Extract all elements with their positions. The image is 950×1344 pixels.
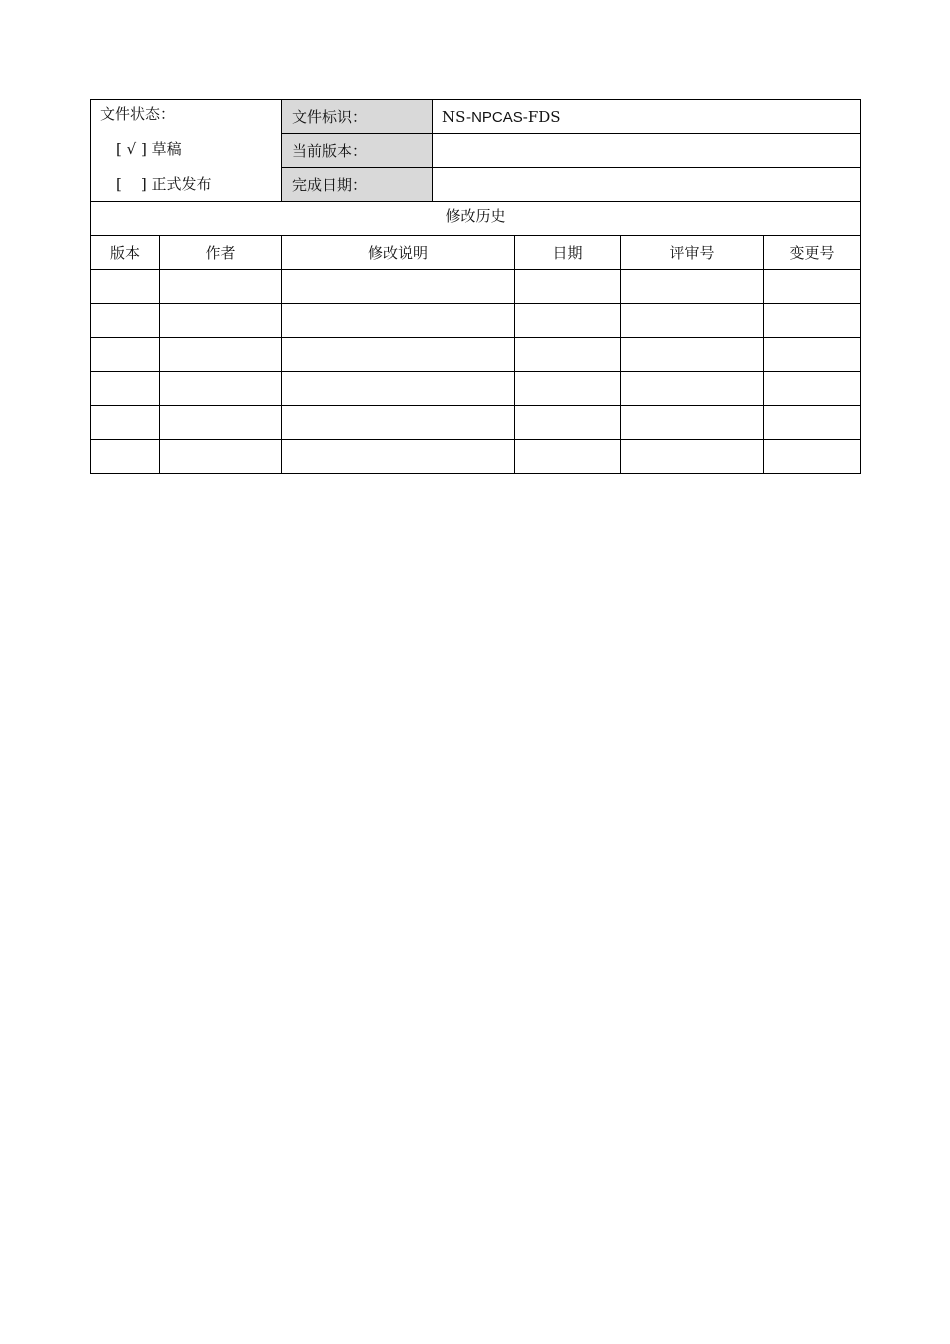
cell-description xyxy=(282,406,515,440)
table-row xyxy=(91,304,861,338)
file-id-label: 文件标识： xyxy=(282,100,433,134)
cell-version xyxy=(91,338,160,372)
current-version-value xyxy=(433,134,861,168)
cell-description xyxy=(282,372,515,406)
doc-info-row-1 xyxy=(91,100,861,134)
table-row xyxy=(91,270,861,304)
cell-change-no xyxy=(764,440,861,474)
cell-author xyxy=(160,372,282,406)
cell-version xyxy=(91,440,160,474)
cell-description xyxy=(282,338,515,372)
cell-version xyxy=(91,406,160,440)
cell-author xyxy=(160,406,282,440)
document-control-table xyxy=(90,99,861,474)
cell-review-no xyxy=(621,304,764,338)
file-id-value xyxy=(433,100,861,134)
column-header-review-no: 评审号 xyxy=(621,236,764,270)
table-row xyxy=(91,372,861,406)
cell-version xyxy=(91,270,160,304)
cell-author xyxy=(160,270,282,304)
cell-author xyxy=(160,440,282,474)
cell-date xyxy=(515,406,621,440)
cell-date xyxy=(515,338,621,372)
column-header-version: 版本 xyxy=(91,236,160,270)
history-title-row xyxy=(91,202,861,236)
cell-date xyxy=(515,440,621,474)
file-status-cell xyxy=(91,100,282,202)
cell-review-no xyxy=(621,406,764,440)
cell-date xyxy=(515,372,621,406)
file-status-label: 文件状态： xyxy=(100,105,176,123)
current-version-label: 当前版本： xyxy=(282,134,433,168)
column-header-description: 修改说明 xyxy=(282,236,515,270)
cell-version xyxy=(91,304,160,338)
status-option-draft: [ √ ] 草稿 xyxy=(116,140,182,158)
cell-version xyxy=(91,372,160,406)
cell-review-no xyxy=(621,270,764,304)
completion-date-label: 完成日期： xyxy=(282,168,433,202)
cell-description xyxy=(282,304,515,338)
completion-date-value xyxy=(433,168,861,202)
cell-author xyxy=(160,338,282,372)
cell-change-no xyxy=(764,406,861,440)
file-id-prefix: NS- xyxy=(442,107,472,126)
cell-change-no xyxy=(764,304,861,338)
history-header-row xyxy=(91,236,861,270)
cell-change-no xyxy=(764,270,861,304)
table-row xyxy=(91,440,861,474)
cell-change-no xyxy=(764,372,861,406)
cell-author xyxy=(160,304,282,338)
column-header-author: 作者 xyxy=(160,236,282,270)
cell-review-no xyxy=(621,440,764,474)
table-row xyxy=(91,406,861,440)
cell-change-no xyxy=(764,338,861,372)
cell-description xyxy=(282,440,515,474)
status-option-published: [ ] 正式发布 xyxy=(116,175,212,193)
cell-review-no xyxy=(621,338,764,372)
cell-date xyxy=(515,304,621,338)
history-title: 修改历史 xyxy=(91,202,861,236)
column-header-change-no: 变更号 xyxy=(764,236,861,270)
cell-description xyxy=(282,270,515,304)
file-id-suffix: -FDS xyxy=(522,107,561,126)
cell-review-no xyxy=(621,372,764,406)
cell-date xyxy=(515,270,621,304)
file-id-core: NPCAS xyxy=(471,108,523,126)
table-row xyxy=(91,338,861,372)
column-header-date: 日期 xyxy=(515,236,621,270)
